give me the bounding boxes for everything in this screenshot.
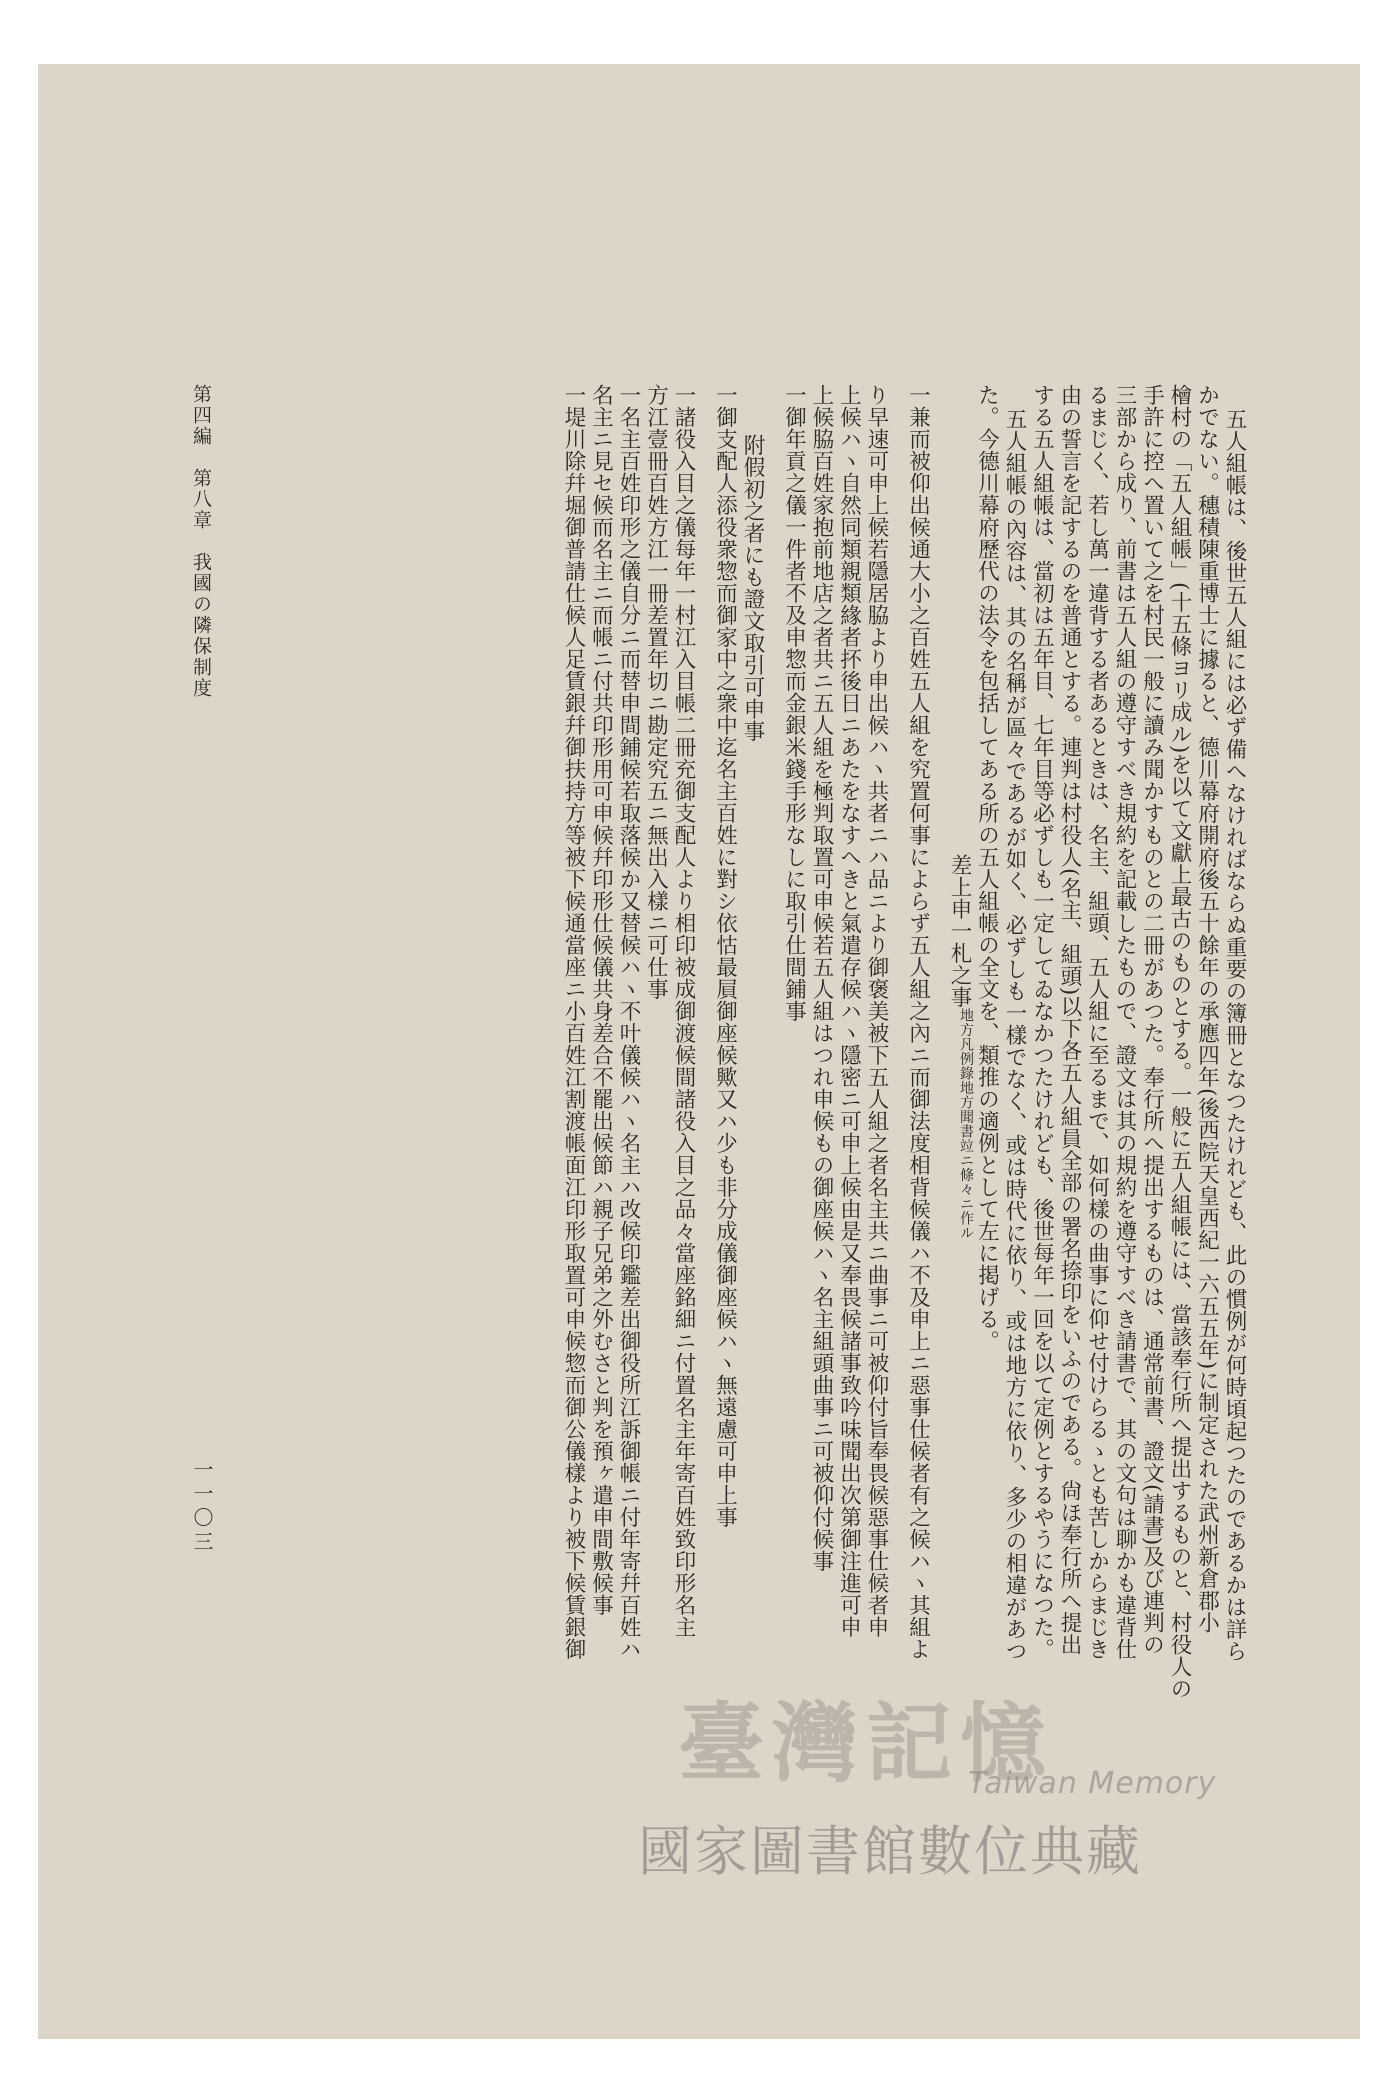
text-column: 五人組帳の內容は、其の名稱が區々であるが如く、必ずしも一樣でなく、或は時代に依り、或は地方に依り、多少の相違があつ — [1002, 408, 1027, 1662]
body-text — [238, 384, 1248, 1734]
text-column: 名主ニ見セ候而名主ニ而帳ニ付共印形用可申候幷印形仕候儀共身差合不罷出候節ハ親子兄弟之外むさと判を預ヶ遣申間敷候事 — [588, 384, 614, 1616]
text-column: 一名主百姓印形之儀自分ニ而替申間鋪候若取落候か又替候ハヽ不叶儀候ハヽ名主ハ改候印鑑差出御役所江訴御帳ニ付年寄幷百姓ハ — [616, 384, 641, 1660]
document-page — [38, 64, 1360, 2039]
text-column: た。今德川幕府歷代の法令を包括してある所の五人組帳の全文を、類推の適例として左に掲げる。 — [974, 384, 1000, 1352]
watermark-caption: 國家圖書館數位典藏 — [638, 1820, 1142, 1883]
text-column: 三部から成り、前書は五人組の遵守すべき規約を記載したもので、證文は其の規約を遵守すべき請書で、其の文句は聊かも違背仕 — [1112, 384, 1137, 1660]
running-footer: 第四編 第八章 我國の隣保制度 — [190, 384, 212, 699]
text-column: 檜村の「五人組帳」(十五條ヨリ成ル)を以て文獻上最古のものとする。一般に五人組帳には、當該奉行所へ提出するものと、村役人の — [1167, 384, 1192, 1700]
watermark-latin: Taiwan Memory — [968, 1766, 1217, 1801]
page-number: 一一〇三 — [190, 1459, 214, 1555]
text-column: かでない。穗積陳重博士に據ると、德川幕府開府後五十餘年の承應四年(後西院天皇西紀一六五五年)に制定された武州新倉郡小 — [1194, 384, 1220, 1634]
text-column: 上候脇百姓家抱前地店之者共ニ五人組を極判取置可申候若五人組はつれ申候もの御座候ハヽ名主組頭曲事ニ可被仰付候事 — [809, 384, 834, 1572]
text-column: 方江壹冊百姓方江一冊差置年切ニ勘定究五ニ無出入樣ニ可仕事 — [643, 384, 669, 1000]
document-title-text: 差上申一札之事 — [947, 854, 972, 1008]
text-column: 一堤川除幷堀御普請仕候人足賃銀幷御扶持方等被下候通當座ニ小百姓江割渡帳面江印形取置可申候惣而御公儀樣より被下候賃銀御 — [561, 384, 586, 1660]
library-watermark — [638, 1674, 1358, 1883]
text-column: 一御支配人添役衆惣而御家中之衆中迄名主百姓に對シ依怙最屓御座候歟又ハ少も非分成儀御座候ハヽ無遠慮可申上事 — [712, 384, 738, 1528]
watermark-logo-text: 臺灣記憶 — [678, 1693, 1054, 1794]
text-column: 附假初之者にも證文取引可申事 — [740, 434, 765, 742]
text-column: 一御年貢之儀一件者不及申惣而金銀米錢手形なしに取引仕間鋪事 — [781, 384, 807, 1022]
text-column: 五人組帳は、後世五人組には必ず備へなければならぬ重要の簿冊となつたけれども、此の慣例が何時頃起つたのであるかは詳ら — [1222, 408, 1247, 1662]
document-title — [946, 384, 974, 1734]
text-column: 手許に控へ置いて之を村民一般に讀み聞かすものとの二冊があつた。奉行所へ提出するものは、通常前書、證文(請書)及び連判の — [1139, 384, 1165, 1656]
text-column: 上候ハヽ自然同類親類緣者抔後日ニあたをなすへきと氣遣存候ハヽ隱密ニ可申上候由是又奉畏候諸事致吟味聞出次第御注進可申 — [836, 384, 862, 1638]
text-column: する五人組帳は、當初は五年目、七年目等必ずしも一定してゐなかつたけれども、後世每年一回を以て定例とするやうになつた。 — [1029, 384, 1055, 1660]
document-title-note: 地方凡例錄地方聞書竝ニ條々ニ作ル — [958, 1008, 974, 1240]
text-column: 一諸役入目之儀每年一村江入目帳二冊充御支配人より相印被成御渡候間諸役入目之品々當座銘細ニ付置名主年寄百姓致印形名主 — [671, 384, 696, 1638]
text-column: り早速可申上候若隱居脇より申出候ハヽ共者ニハ品ニより御褒美被下五人組之者名主共ニ曲事ニ可被仰付旨奉畏候惡事仕候者申 — [864, 384, 889, 1638]
text-column: 由の誓言を記するのを普通とする。連判は村役人(名主、組頭)以下各五人組員全部の署名捺印をいふのである。尙ほ奉行所へ提出 — [1057, 384, 1082, 1656]
text-column: るまじく、若し萬一違背する者あるときは、名主、組頭、五人組に至るまで、如何樣の曲事に仰せ付けらるゝとも苦しからまじき — [1084, 384, 1110, 1660]
text-column: 一兼而被仰出候通大小之百姓五人組を究置何事によらず五人組之內ニ而御法度相背候儀ハ不及申上ニ惡事仕候者有之候ハヽ其組よ — [905, 384, 931, 1660]
